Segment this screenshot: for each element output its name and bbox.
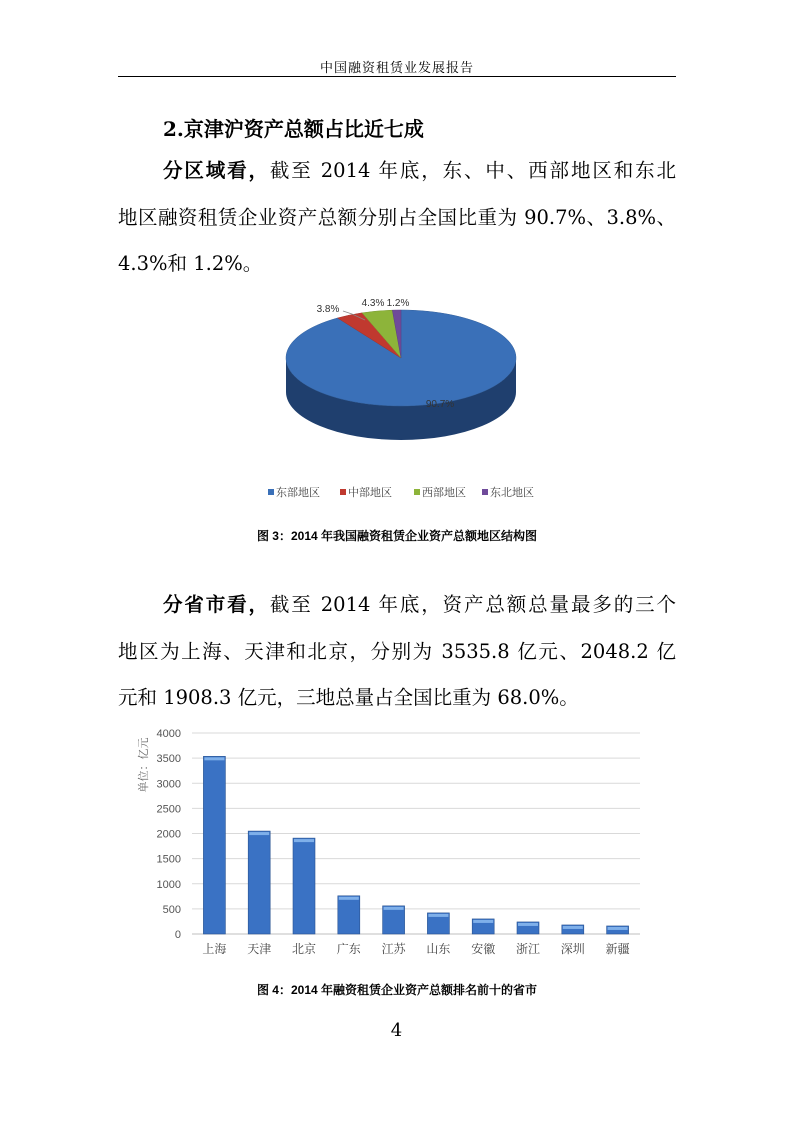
bar: [248, 831, 270, 934]
legend-label: 东北地区: [490, 487, 534, 499]
bar: [383, 906, 405, 934]
paragraph-text: 截至 2014 年底，资产总额总量最多的三个: [269, 593, 676, 616]
bar-highlight: [518, 923, 538, 926]
x-tick-label: 广东: [336, 942, 361, 956]
paragraph-lead: 分省市看，: [163, 593, 270, 616]
bar-highlight: [339, 897, 359, 900]
bar-highlight: [428, 914, 448, 917]
y-tick-label: 1000: [156, 878, 181, 891]
bar-highlight: [473, 920, 493, 923]
legend-label: 东部地区: [276, 487, 320, 499]
figure-4-caption: 图 4：2014 年融资租赁企业资产总额排名前十的省市: [256, 983, 538, 997]
bar: [203, 756, 225, 934]
paragraph-line: 4.3%和 1.2%。: [118, 252, 263, 275]
y-tick-label: 2500: [156, 803, 181, 816]
x-tick-label: 上海: [202, 942, 227, 956]
y-tick-label: 3500: [156, 753, 181, 766]
y-axis-label: 单位：亿元: [138, 737, 150, 793]
x-tick-label: 深圳: [560, 942, 585, 956]
legend-swatch: [268, 489, 274, 495]
pie-data-label: 1.2%: [386, 298, 410, 309]
paragraph-text: 截至 2014 年底，东、中、西部地区和东北: [269, 159, 676, 182]
paragraph-line: 元和 1908.3 亿元，三地总量占全国比重为 68.0%。: [118, 686, 579, 709]
pie-data-label: 90.7%: [425, 399, 455, 410]
y-tick-label: 1500: [156, 853, 181, 866]
y-tick-label: 500: [162, 903, 181, 916]
bar-highlight: [608, 927, 628, 930]
paragraph-lead: 分区域看，: [163, 159, 270, 182]
pie-chart: [0, 290, 793, 520]
pie-data-label: 3.8%: [316, 304, 340, 315]
x-tick-label: 北京: [291, 942, 317, 956]
bar: [338, 896, 360, 934]
paragraph-provinces: [118, 582, 676, 722]
y-tick-label: 0: [174, 929, 181, 941]
y-tick-label: 3000: [156, 778, 181, 791]
running-header: 中国融资租赁业发展报告: [319, 61, 474, 76]
bar-highlight: [563, 926, 583, 929]
paragraph-line: 地区为上海、天津和北京，分别为 3535.8 亿元、2048.2 亿: [118, 639, 676, 663]
bar-highlight: [384, 907, 404, 910]
x-tick-label: 天津: [247, 942, 272, 956]
pie-data-label: 4.3%: [361, 298, 385, 309]
bar-chart: [0, 720, 793, 965]
bar: [293, 838, 315, 934]
paragraph-line: [118, 148, 676, 195]
bar-highlight: [204, 757, 224, 760]
legend-label: 西部地区: [422, 487, 466, 499]
legend-swatch: [340, 489, 346, 495]
y-tick-label: 2000: [156, 828, 181, 841]
bar-highlight: [249, 832, 269, 835]
bar-highlight: [294, 839, 314, 842]
legend-swatch: [482, 489, 488, 495]
page-number: 4: [390, 1020, 403, 1041]
x-tick-label: 山东: [426, 942, 451, 956]
paragraph-line: [118, 582, 676, 629]
header-rule: [118, 76, 676, 77]
x-tick-label: 新疆: [605, 942, 630, 956]
x-tick-label: 安徽: [471, 942, 496, 956]
x-tick-label: 浙江: [515, 942, 541, 956]
x-tick-label: 江苏: [381, 942, 406, 956]
paragraph-regions: [118, 148, 676, 288]
section-heading: 2.京津沪资产总额占比近七成: [163, 117, 424, 141]
paragraph-line: 地区融资租赁企业资产总额分别占全国比重为 90.7%、3.8%、: [118, 205, 676, 229]
figure-3-caption: 图 3：2014 年我国融资租赁企业资产总额地区结构图: [256, 529, 538, 543]
y-tick-label: 4000: [156, 728, 181, 740]
legend-swatch: [414, 489, 420, 495]
legend-label: 中部地区: [348, 487, 392, 499]
